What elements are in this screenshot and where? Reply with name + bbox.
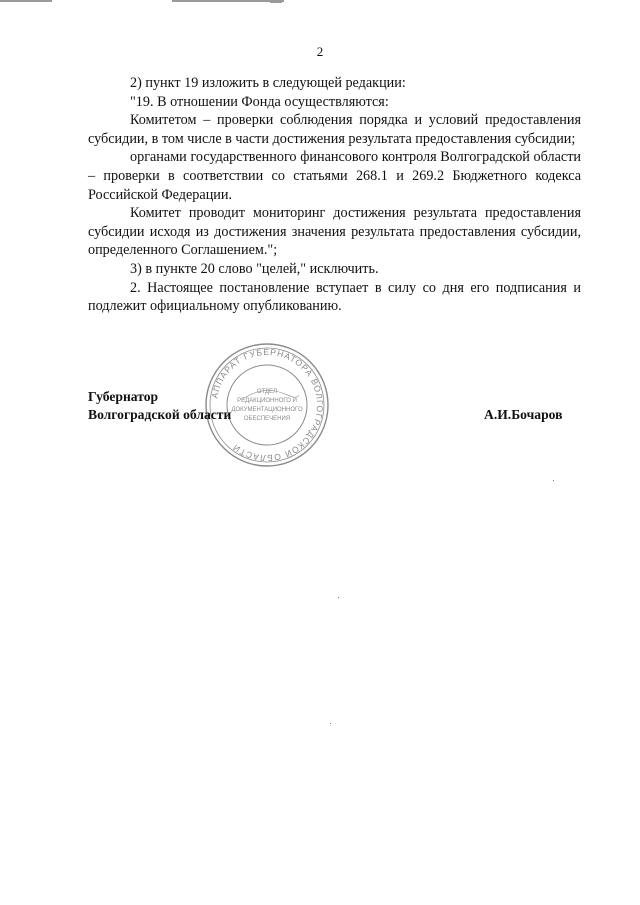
signatory-position-line-2: Волгоградской области — [88, 407, 232, 422]
scan-speck — [553, 480, 554, 481]
signatory-position-line-1: Губернатор — [88, 389, 159, 404]
scan-edge-mark — [0, 0, 52, 2]
seal-center-line: ОБЕСПЕЧЕНИЯ — [243, 416, 291, 422]
paragraph: 2. Настоящее постановление вступает в силу со дня его подписания и подлежит официальному опубликованию. — [88, 279, 581, 315]
scan-speck — [330, 723, 331, 724]
signatory-name: А.И.Бочаров — [484, 407, 563, 422]
scan-edge-mark — [270, 1, 282, 3]
page-number: 2 — [316, 44, 324, 59]
seal-center-line: ОТДЕЛ — [256, 389, 278, 395]
paragraph: органами государственного финансового контроля Волгоградской области – проверки в соответствии со статьями 268.1 и 269.2 Бюджетного кодекса Российской Федерации. — [88, 149, 581, 203]
paragraph: "19. В отношении Фонда осуществляются: — [130, 93, 389, 110]
paragraph: Комитет проводит мониторинг достижения результата предоставления субсидии исходя из достижения значения результата предоставления субсидии, определенного Соглашением."; — [88, 205, 581, 259]
scan-edge-mark — [172, 0, 284, 2]
paragraph: Комитетом – проверки соблюдения порядка и условий предоставления субсидии, в том числе в части достижения результата предоставления субсидии; — [88, 112, 581, 147]
official-seal-stamp — [203, 341, 331, 469]
paragraph: 3) в пункте 20 слово "целей," исключить. — [130, 260, 379, 277]
scan-speck — [338, 597, 339, 598]
seal-center-line: ДОКУМЕНТАЦИОННОГО — [231, 407, 303, 413]
seal-center-line: РЕДАКЦИОННОГО И — [237, 398, 297, 404]
document-body — [88, 74, 581, 316]
paragraph: 2) пункт 19 изложить в следующей редакции: — [130, 75, 406, 91]
seal-ring-text: АППАРАТ ГУБЕРНАТОРА ВОЛГОГРАДСКОЙ ОБЛАСТИ — [209, 346, 326, 464]
